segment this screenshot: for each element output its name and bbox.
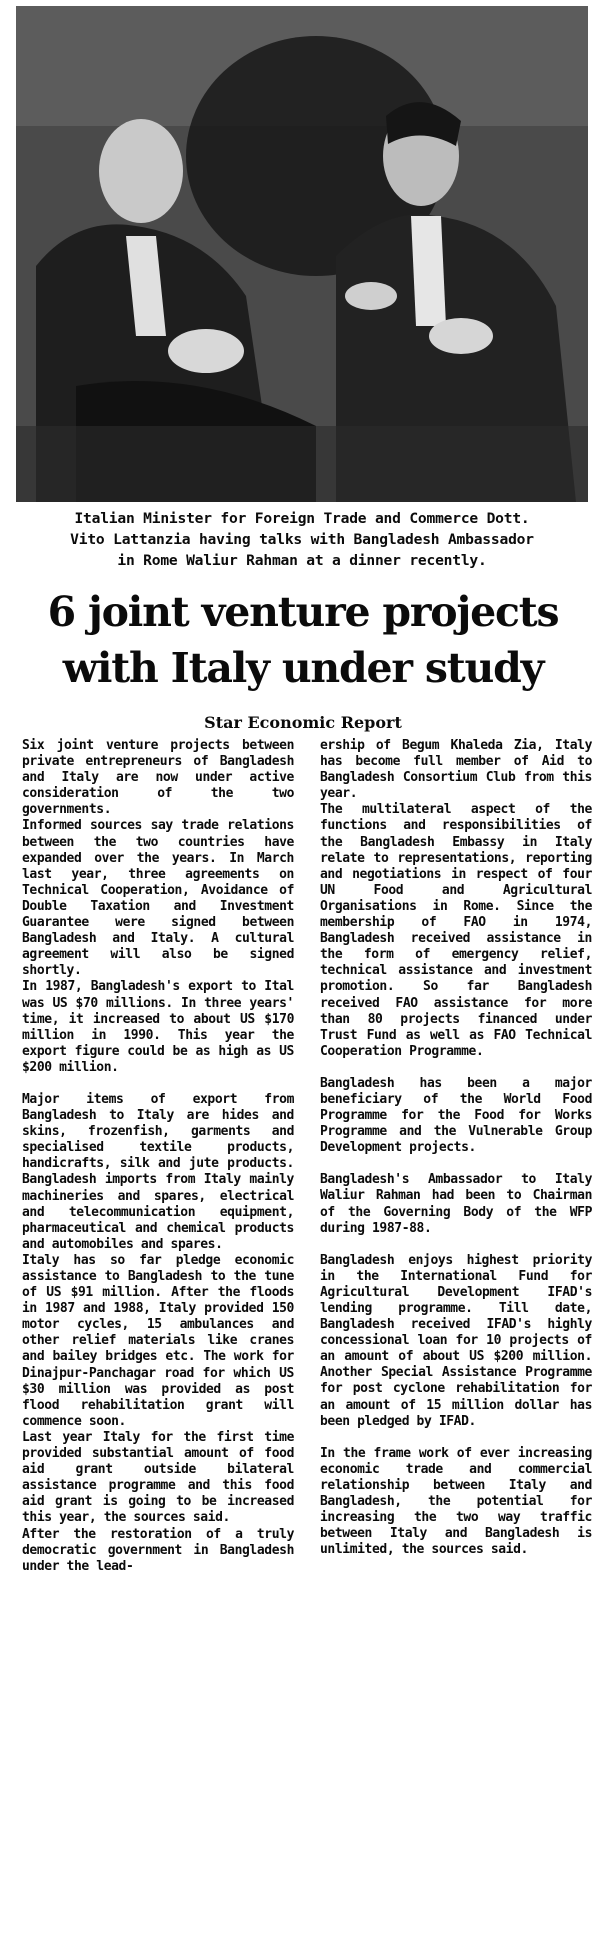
- paragraph: Informed sources say trade relations between the two countries have expanded over the years. In March last year, three agreements on Technical Cooperation, Avoidance of Double Taxation and Investment Guarantee were signed between Bangladesh and Italy. A cultural agreement will also be signed shortly.: [22, 818, 294, 979]
- paragraph: ership of Begum Khaleda Zia, Italy has become full member of Aid to Bangladesh Consortium Club from this year.: [320, 738, 592, 802]
- paragraph: Bangladesh has been a major beneficiary of the World Food Programme for the Food for Works Programme and the Vulnerable Group Development projects.: [320, 1075, 592, 1156]
- paragraph: Bangladesh's Ambassador to Italy Waliur Rahman had been to Chairman of the Governing Body of the WFP during 1987-88.: [320, 1172, 592, 1236]
- headline: [10, 584, 596, 696]
- paragraph: Last year Italy for the first time provided substantial amount of food aid grant outside bilateral assistance programme and this food aid grant is going to be increased this year, the sources said.: [22, 1429, 294, 1526]
- caption-line: Italian Minister for Foreign Trade and Commerce Dott.: [74, 510, 530, 527]
- paragraph: The multilateral aspect of the functions and responsibilities of the Bangladesh Embassy in Italy relate to representations, reporting and negotiations in respect of four UN Food and Agricultural Organisations in Rome. Since the membership of FAO in 1974, Bangladesh received assistance in the form of emergency relief, technical assistance and investment promotion. So far Bangladesh received FAO assistance for more than 80 projects financed under Trust Fund as well as FAO Technical Cooperation Programme.: [320, 802, 592, 1059]
- caption-line: Vito Lattanzia having talks with Bangladesh Ambassador: [70, 531, 534, 548]
- photo-caption: [16, 508, 588, 571]
- photo-illustration: [16, 6, 588, 502]
- paragraph: In 1987, Bangladesh's export to Ital was US $70 millions. In three years' time, it increased to about US $170 million in 1990. This year the export figure could be as high as US $200 million.: [22, 979, 294, 1075]
- headline-line: 6 joint venture projects: [47, 588, 559, 636]
- paragraph: Bangladesh enjoys highest priority in the International Fund for Agricultural Development IFAD's lending programme. Till date, Bangladesh received IFAD's highly concessional loan for 10 projects of an amount of about US $200 million. Another Special Assistance Programme for post cyclone rehabilitation for an amount of 15 million dollar has been pledged by IFAD.: [320, 1252, 592, 1429]
- paragraph: Italy has so far pledge economic assistance to Bangladesh to the tune of US $91 million. After the floods in 1987 and 1988, Italy provided 150 motor cycles, 15 ambulances and other relief materials like cranes and bailey bridges etc. The work for Dinajpur-Panchagar road for which US $30 million was provided as post flood rehabilitation grant will commence soon.: [22, 1252, 294, 1429]
- paragraph: In the frame work of ever increasing economic trade and commercial relationship between Italy and Bangladesh, the potential for increasing the two way traffic between Italy and Bangladesh is unlimited, the sources said.: [320, 1445, 592, 1558]
- paragraph: Major items of export from Bangladesh to Italy are hides and skins, frozenfish, garments and specialised textile products, handicrafts, silk and jute products. Bangladesh imports from Italy mainly machineries and spares, electrical and telecommunication equipment, pharmaceutical and chemical products and automobiles and spares.: [22, 1091, 294, 1252]
- caption-line: in Rome Waliur Rahman at a dinner recently.: [117, 552, 487, 569]
- article-column-left: [22, 738, 294, 1575]
- headline-line: with Italy under study: [62, 644, 544, 692]
- byline: Star Economic Report: [204, 713, 402, 732]
- news-photo: [16, 6, 588, 502]
- paragraph: After the restoration of a truly democratic government in Bangladesh under the lead-: [22, 1526, 294, 1574]
- paragraph: Six joint venture projects between private entrepreneurs of Bangladesh and Italy are now under active consideration of the two governments.: [22, 738, 294, 818]
- article-column-right: [320, 738, 592, 1558]
